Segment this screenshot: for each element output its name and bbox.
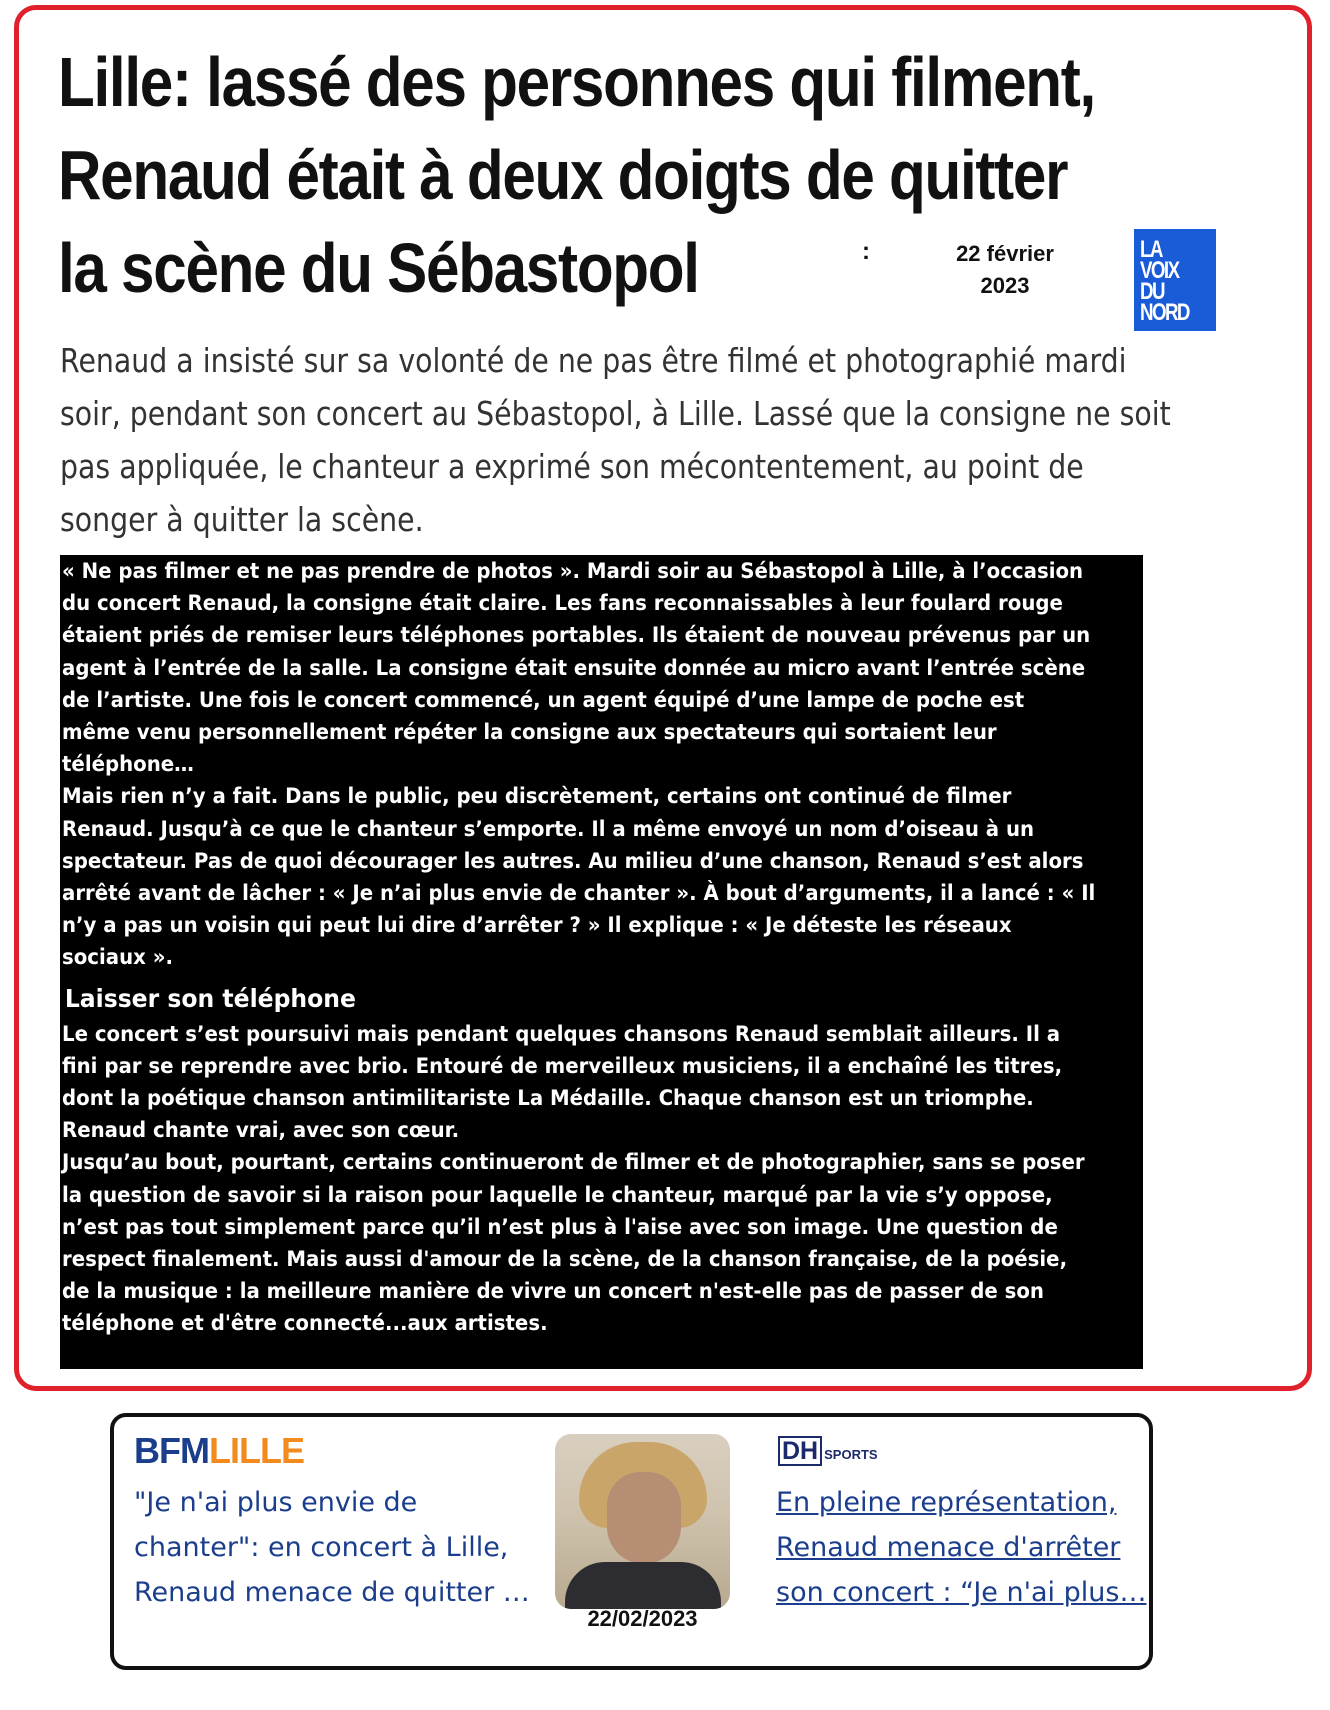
article-body (60, 555, 1143, 1369)
publish-date-year: 2023 (980, 273, 1030, 298)
headline-line: Lille: lassé des personnes qui filment, (58, 43, 1095, 121)
photo-date: 22/02/2023 (587, 1606, 698, 1631)
headline-line: Renaud était à deux doigts de quitter (58, 136, 1068, 214)
link-text-line: son concert : “Je n'ai plus… (776, 1577, 1147, 1608)
dh-related-link[interactable] (776, 1480, 1156, 1615)
logo-text: LILLE (208, 1430, 304, 1471)
body-paragraph: Le concert s’est poursuivi mais pendant quelques chansons Renaud semblait ailleurs. Il a fini par se reprendre avec brio. Entouré de merveilleux musiciens, il a enchaîné les titres, dont la poétique chanson antimilitariste La Médaille. Chaque chanson est un triomphe. Renaud chante vrai, avec son cœur. (62, 1021, 1063, 1143)
article-lede: Renaud a insisté sur sa volonté de ne pas être filmé et photographié mardi soir, pendant son concert au Sébastopol, à Lille. Lassé que la consigne ne soit pas appliquée, le chanteur a exprimé son mécontentement, au point de songer à quitter la scène. (60, 341, 1171, 539)
logo-text: LA (1140, 236, 1162, 263)
link-text-line: chanter": en concert à Lille, (134, 1532, 509, 1563)
publish-date-day: 22 février (956, 241, 1054, 266)
photo-face (607, 1472, 681, 1564)
renaud-photo (555, 1434, 730, 1609)
logo-text: NORD (1140, 299, 1189, 326)
logo-text: DU (1140, 278, 1164, 305)
dh-sports-logo (778, 1436, 878, 1466)
photo-shirt (565, 1562, 721, 1609)
logo-text: SPORTS (824, 1447, 878, 1463)
body-paragraph: « Ne pas filmer et ne pas prendre de photos ». Mardi soir au Sébastopol à Lille, à l’occasion du concert Renaud, la consigne était claire. Les fans reconnaissables à leur foulard rouge étaient priés de remiser leurs téléphones portables. Ils étaient de nouveau prévenus par un agent à l’entrée de la salle. La consigne était ensuite donnée au micro avant l’entrée scène de l’artiste. Une fois le concert commencé, un agent équipé d’une lampe de poche est même venu personnellement répéter la consigne aux spectateurs qui sortaient leur téléphone… (62, 559, 1091, 777)
link-text-line: "Je n'ai plus envie de (134, 1487, 418, 1518)
article-body-text (62, 555, 1096, 1340)
colon-mark: : (862, 238, 870, 265)
link-text-line: Renaud menace d'arrêter (776, 1532, 1121, 1563)
publish-date (930, 238, 1080, 302)
body-paragraph: Mais rien n’y a fait. Dans le public, peu discrètement, certains ont continué de filmer Renaud. Jusqu’à ce que le chanteur s’emporte. Il a même envoyé un nom d’oiseau à un spectateur. Pas de quoi décourager les autres. Au milieu d’une chanson, Renaud s’est alors arrêté avant de lâcher : « Je n’ai plus envie de chanter ». À bout d’arguments, il a lancé : « Il n’y a pas un voisin qui peut lui dire d’arrêter ? » Il explique : « Je déteste les réseaux sociaux ». (62, 784, 1096, 970)
bfm-related-link[interactable] (134, 1480, 554, 1615)
logo-text: VOIX (1140, 257, 1179, 284)
link-text-line: En pleine représentation, (776, 1487, 1117, 1518)
logo-text: DH (778, 1436, 822, 1466)
la-voix-du-nord-logo (1134, 229, 1216, 331)
bfm-lille-logo (134, 1430, 304, 1472)
logo-text: BFM (134, 1430, 209, 1471)
body-paragraph: Jusqu’au bout, pourtant, certains continueront de filmer et de photographier, sans se poser la question de savoir si la raison pour laquelle le chanteur, marqué par la vie s’y oppose, n’est pas tout simplement parce qu’il n’est plus à l'aise avec son image. Une question de respect finalement. Mais aussi d'amour de la scène, de la chanson française, de la poésie, de la musique : la meilleure manière de vivre un concert n'est-elle pas de passer de son téléphone et d'être connecté...aux artistes. (62, 1150, 1085, 1336)
section-subheading: Laisser son téléphone (64, 983, 356, 1013)
headline-line: la scène du Sébastopol (58, 229, 699, 307)
link-text-line: Renaud menace de quitter … (134, 1577, 530, 1608)
